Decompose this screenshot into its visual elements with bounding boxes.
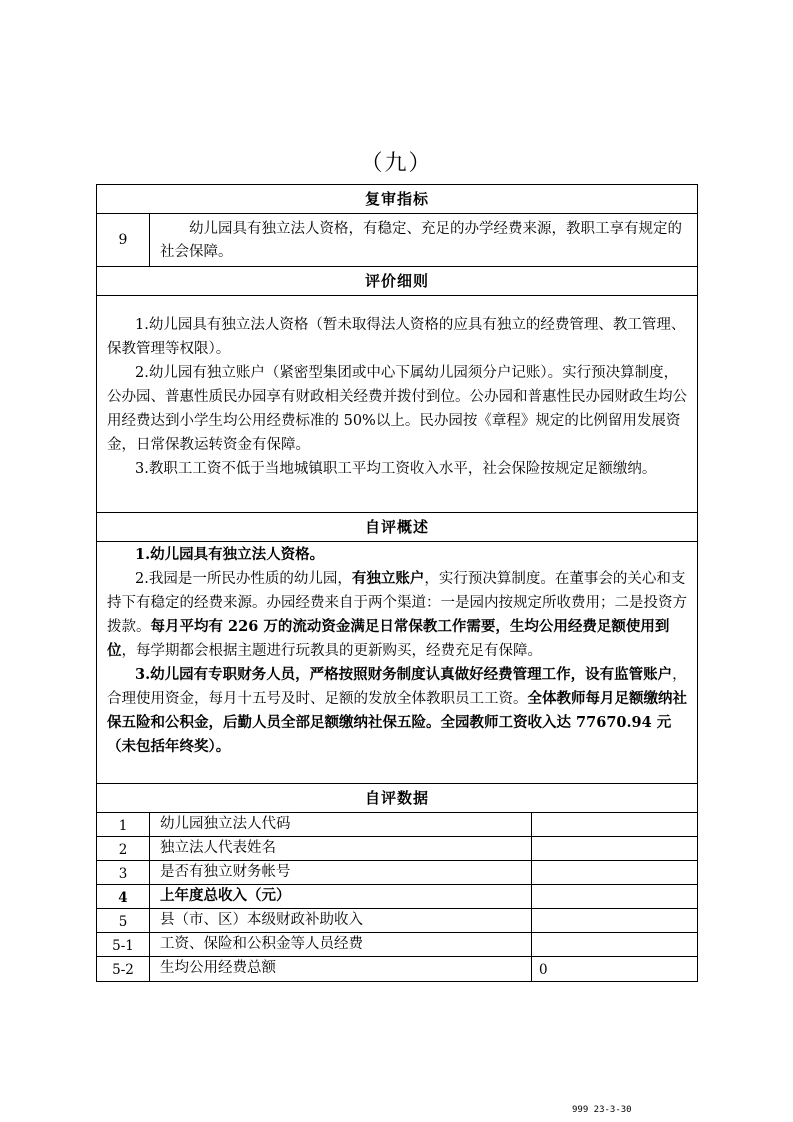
- self-review-text: ，实行预决算制度。在董事会的关心和支持下有稳定的经费来源。办园经费来自于两个渠道：一是园内按规定所收费用；二是投资方拨款。: [107, 571, 687, 635]
- self-review-emphasis: 3.幼儿园有专职财务人员，严格按照财务制度认真做好经费管理工作，设有监管账户: [135, 666, 673, 683]
- row-value: [532, 813, 697, 836]
- table-row: [97, 837, 697, 861]
- row-value: [532, 837, 697, 860]
- row-value: [532, 861, 697, 884]
- row-item: 独立法人代表姓名: [150, 837, 532, 860]
- review-table: [96, 184, 698, 982]
- row-item: 生均公用经费总额: [150, 957, 532, 981]
- footer-stamp: 999 23-3-30: [572, 1105, 632, 1115]
- self-review-text: 2.我园是一所民办性质的幼儿园，: [135, 571, 352, 587]
- criteria-body: [97, 296, 697, 513]
- criteria-header: 评价细则: [97, 267, 697, 296]
- self-data-header: 自评数据: [97, 784, 697, 813]
- table-row: [97, 909, 697, 933]
- row-number: 3: [97, 861, 150, 884]
- self-review-item-3: [107, 663, 691, 759]
- table-row: [97, 861, 697, 885]
- row-number: 4: [97, 885, 150, 908]
- row-number: 2: [97, 837, 150, 860]
- table-row: [97, 933, 697, 957]
- row-item: 是否有独立财务帐号: [150, 861, 532, 884]
- row-item: 县（市、区）本级财政补助收入: [150, 909, 532, 932]
- self-review-text: ，合理使用资金，每月十五号及时、足额的发放全体教职员工工资。: [107, 667, 687, 707]
- table-row: [97, 957, 697, 981]
- row-value: 0: [539, 962, 548, 978]
- criteria-item-2: 2.幼儿园有独立账户（紧密型集团或中心下属幼儿园须分户记账）。实行预决算制度，公办园、普惠性质民办园享有财政相关经费并拨付到位。公办园和普惠性民办园财政生均公用经费达到小学生均公用经费标准的 50%以上。民办园按《章程》规定的比例留用发展资金，日常保教运转资金有保障。: [107, 365, 687, 453]
- review-index-number: 9: [97, 214, 150, 266]
- review-index-row: [97, 214, 697, 267]
- row-value: [532, 885, 697, 908]
- row-number: 5-2: [97, 957, 150, 981]
- page-title: （九）: [360, 151, 433, 176]
- criteria-item-1: 1.幼儿园具有独立法人资格（暂未取得法人资格的应具有独立的经费管理、教工管理、保教管理等权限）。: [107, 317, 686, 357]
- row-number: 5: [97, 909, 150, 932]
- self-review-header: 自评概述: [97, 513, 697, 542]
- review-index-header: 复审指标: [97, 185, 697, 214]
- row-item: 工资、保险和公积金等人员经费: [150, 933, 532, 956]
- table-row: [97, 885, 697, 909]
- row-number: 5-1: [97, 933, 150, 956]
- self-review-emphasis: 全体教师每月足额缴纳社保五险和公积金，后勤人员全部足额缴纳社保五险。全园教师工资收入达 77670.94 元（未包括年终奖）。: [107, 690, 687, 755]
- self-review-item-2: [107, 567, 691, 663]
- self-review-emphasis: 有独立账户: [351, 570, 425, 587]
- table-row: [97, 813, 697, 837]
- self-review-body: [97, 542, 697, 784]
- self-review-item-1: 1.幼儿园具有独立法人资格。: [135, 546, 325, 563]
- self-review-text: ，每学期都会根据主题进行玩教具的更新购买，经费充足有保障。: [121, 643, 542, 659]
- self-review-emphasis: 每月平均有 226 万的流动资金满足日常保教工作需要，生均公用经费足额使用到位: [107, 618, 670, 659]
- row-item: 幼儿园独立法人代码: [150, 813, 532, 836]
- criteria-item-3: 3.教职工工资不低于当地城镇职工平均工资收入水平，社会保险按规定足额缴纳。: [135, 461, 657, 477]
- review-index-text: 幼儿园具有独立法人资格，有稳定、充足的办学经费来源，教职工享有规定的社会保障。: [160, 221, 682, 260]
- row-number: 1: [97, 813, 150, 836]
- row-value: [532, 909, 697, 932]
- row-item: 上年度总收入（元）: [150, 885, 532, 908]
- row-value: [532, 933, 697, 956]
